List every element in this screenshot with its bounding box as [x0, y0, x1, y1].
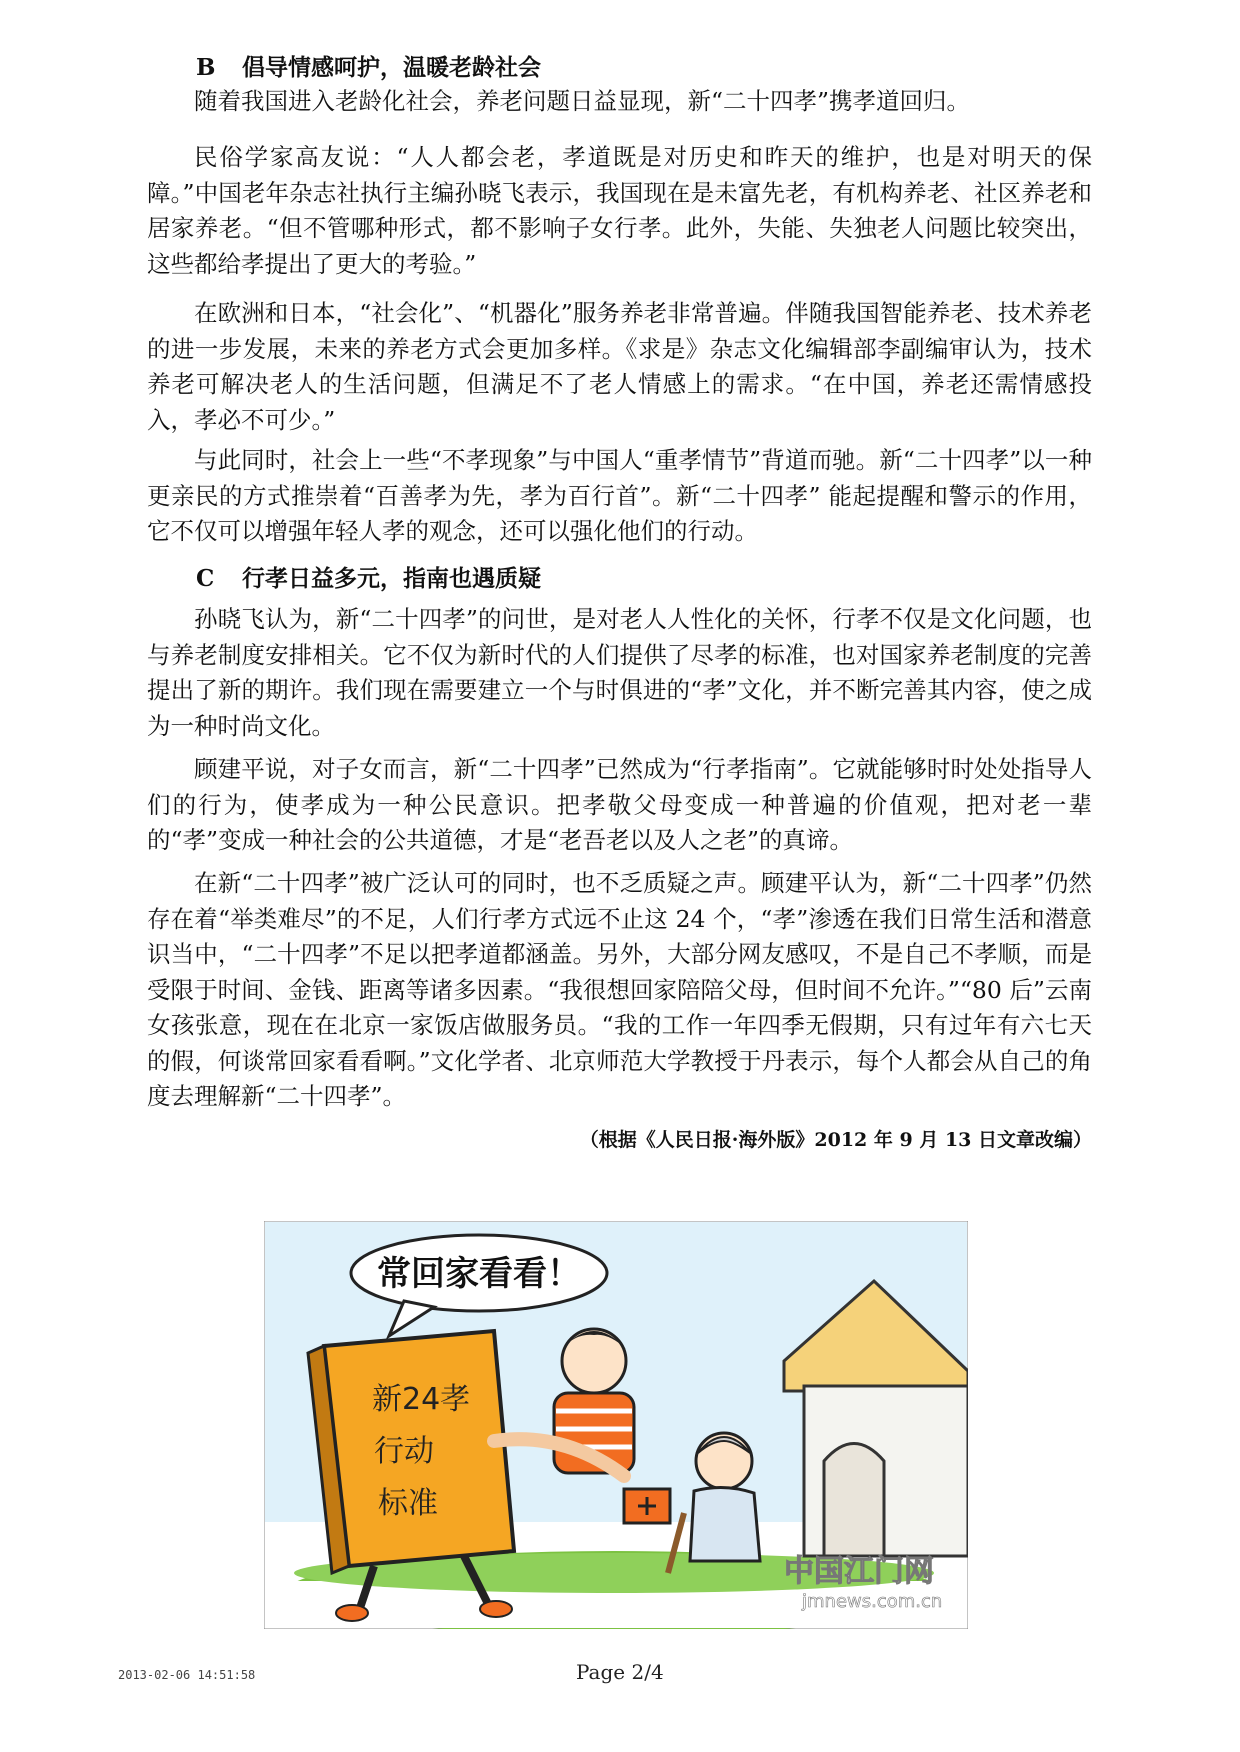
book-line-1: 新24孝 [372, 1382, 471, 1417]
paragraph-2: 民俗学家高友说：“人人都会老，孝道既是对历史和昨天的维护，也是对明天的保障。”中国老年杂志社执行主编孙晓飞表示，我国现在是未富先老，有机构养老、社区养老和居家养老。“但不管哪种形式，都不影响子女行孝。此外，失能、失独老人问题比较突出，这些都给孝提出了更大的考验。” [147, 143, 1092, 278]
paragraph-7: 在新“二十四孝”被广泛认可的同时，也不乏质疑之声。顾建平认为，新“二十四孝”仍然存在着“举类难尽”的不足，人们行孝方式远不止这 24 个，“孝”渗透在我们日常生活和潜意识当中，“二十四孝”不足以把孝道都涵盖。另外，大部分网友感叹，不是自己不孝顺，而是受限于时间、金钱、距离等诸多因素。“我很想回家陪陪父母，但时间不允许。”“80 后”云南女孩张意，现在在北京一家饭店做服务员。“我的工作一年四季无假期，只有过年有六七天的假，何谈常回家看看啊。”文化学者、北京师范大学教授于丹表示，每个人都会从自己的角度去理解新“二十四孝”。 [147, 869, 1092, 1110]
source-note: （根据《人民日报·海外版》2012 年 9 月 13 日文章改编） [579, 1129, 1092, 1151]
paragraph-4: 与此同时，社会上一些“不孝现象”与中国人“重孝情节”背道而驰。新“二十四孝”以一种更亲民的方式推崇着“百善孝为先，孝为百行首”。新“二十四孝” 能起提醒和警示的作用，它不仅可以增强年轻人孝的观念，还可以强化他们的行动。 [147, 446, 1092, 545]
section-b-heading [196, 52, 541, 84]
book-line-3: 标准 [378, 1486, 438, 1521]
footer-timestamp: 2013-02-06 14:51:58 [118, 1668, 256, 1682]
paragraph-3: 在欧洲和日本，“社会化”、“机器化”服务养老非常普遍。伴随我国智能养老、技术养老的进一步发展，未来的养老方式会更加多样。《求是》杂志文化编辑部李副编审认为，技术养老可解决老人的生活问题，但满足不了老人情感上的需求。“在中国，养老还需情感投入，孝必不可少。” [147, 299, 1092, 434]
watermark-name: 中国江门网 [784, 1554, 934, 1589]
watermark [784, 1554, 942, 1612]
section-c-title: 行孝日益多元，指南也遇质疑 [242, 565, 541, 592]
section-c-letter: C [196, 565, 215, 592]
section-b-title: 倡导情感呵护，温暖老龄社会 [242, 54, 541, 81]
section-c-heading [196, 563, 541, 595]
watermark-url: jmnews.com.cn [802, 1591, 943, 1612]
paragraph-1: 随着我国进入老龄化社会，养老问题日益显现，新“二十四孝”携孝道回归。 [194, 87, 971, 115]
paragraph-5: 孙晓飞认为，新“二十四孝”的问世，是对老人人性化的关怀，行孝不仅是文化问题，也与养老制度安排相关。它不仅为新时代的人们提供了尽孝的标准，也对国家养老制度的完善提出了新的期许。我们现在需要建立一个与时俱进的“孝”文化，并不断完善其内容，使之成为一种时尚文化。 [147, 605, 1092, 740]
speech-text: 常回家看看！ [377, 1254, 581, 1294]
footer-page-number: Page 2/4 [576, 1660, 664, 1684]
paragraph-6: 顾建平说，对子女而言，新“二十四孝”已然成为“行孝指南”。它就能够时时处处指导人们的行为，使孝成为一种公民意识。把孝敬父母变成一种普遍的价值观，把对老一辈的“孝”变成一种社会的公共道德，才是“老吾老以及人之老”的真谛。 [147, 755, 1092, 854]
section-b-letter: B [196, 54, 216, 81]
cartoon-illustration [264, 1221, 968, 1629]
book-line-2: 行动 [374, 1434, 434, 1469]
